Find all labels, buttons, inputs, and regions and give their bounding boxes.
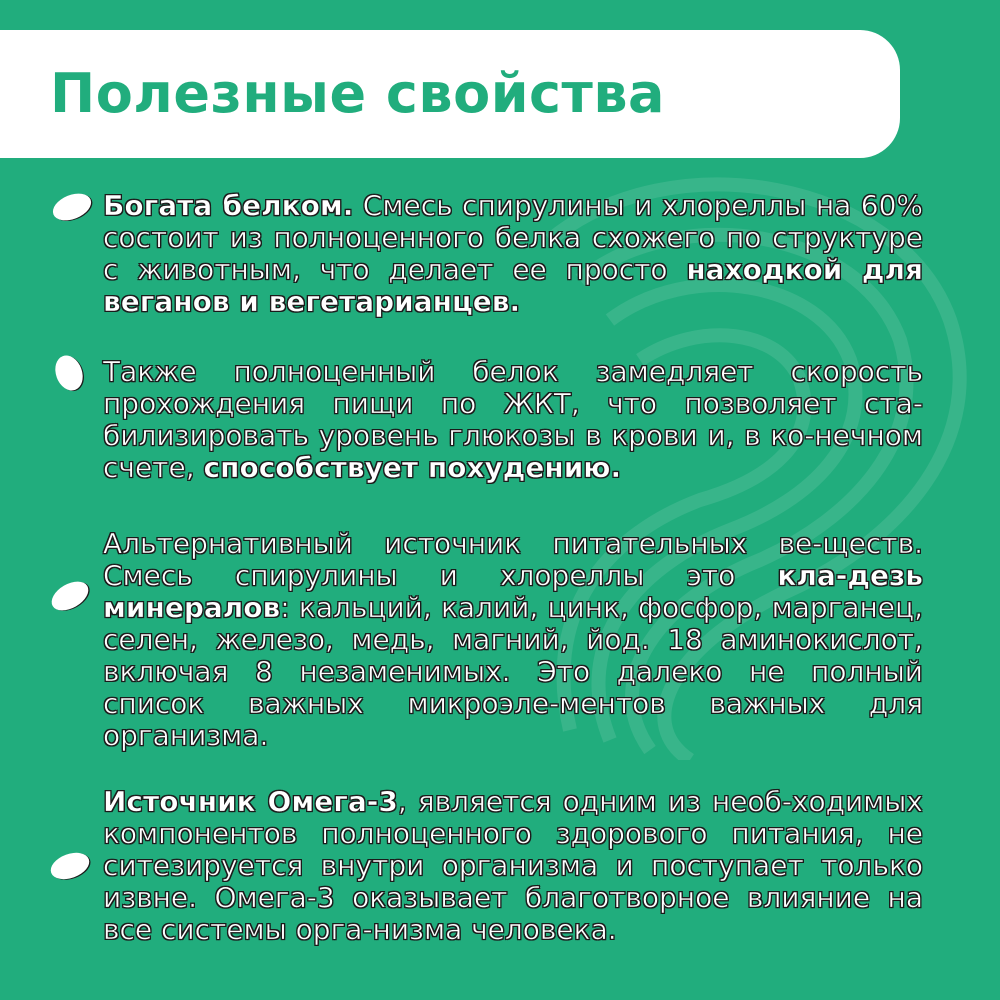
bullet-pill-1: [49, 188, 95, 225]
paragraph-protein-text: Смесь спирулины и хлореллы на 60% состоит из полноценного белка схожего по структуре с животным, что делает ее просто: [103, 189, 923, 286]
paragraph-minerals: [103, 528, 923, 752]
paragraph-minerals-bold: кла-дезь минералов: [103, 559, 923, 624]
paragraph-weight-text: Также полноценный белок замедляет скорость прохождения пищи по ЖКТ, что позволяет ста-билизировать уровень глюкозы в крови и, в ко-нечном счете,: [103, 355, 923, 484]
paragraph-omega-lead: Источник Омега-3: [103, 785, 398, 818]
bullet-pill-2: [51, 352, 88, 395]
bullet-pill-3: [47, 576, 94, 617]
paragraph-omega-text: , является одним из необ-ходимых компонентов полноценного здорового питания, не ситезируется внутри организма и поступает только извне. Омега-3 оказывает благотворное влияние на все системы орга-низма человека.: [103, 785, 923, 946]
paragraph-weight: [103, 356, 923, 484]
paragraph-minerals-text: Альтернативный источник питательных ве-ществ. Смесь спирулины и хлореллы это: [103, 527, 923, 592]
paragraph-protein-tail: находкой для веганов и вегетарианцев.: [103, 253, 924, 318]
bullet-pill-4: [47, 848, 93, 884]
paragraph-omega: [103, 786, 923, 946]
paragraph-minerals-text-2: : кальций, калий, цинк, фосфор, марганец, селен, железо, медь, магний, йод. 18 аминокислот, включая 8 незаменимых. Это далеко не полный список важных микроэле-ментов важных для организма.: [103, 591, 923, 752]
page-title: Полезные свойства: [50, 62, 665, 125]
paragraph-protein: [103, 190, 923, 318]
paragraph-weight-tail: способствует похудению.: [203, 451, 622, 484]
paragraph-protein-lead: Богата белком.: [103, 189, 354, 222]
